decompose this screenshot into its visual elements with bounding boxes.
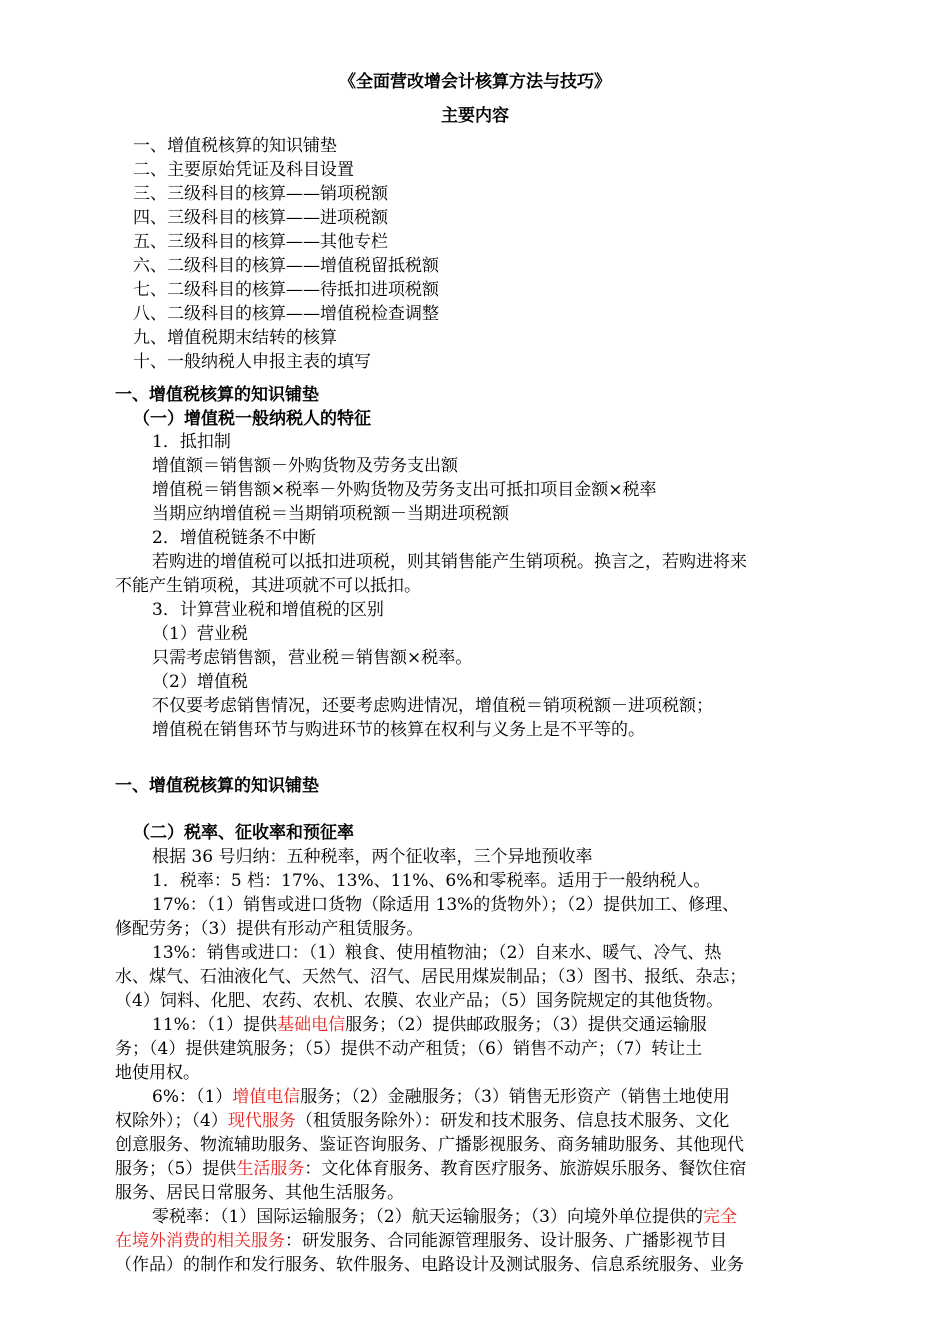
list-item: 1．抵扣制	[152, 432, 231, 452]
highlight-text: 增值电信	[232, 1087, 301, 1107]
paragraph-line: 只需考虑销售额，营业税＝销售额×税率。	[152, 648, 473, 668]
rate-zero-line	[115, 1229, 727, 1253]
rate-6-line	[152, 1085, 730, 1109]
rate-17-line: 17%：（1）销售或进口货物（除适用 13%的货物外）；（2）提供加工、修理、	[152, 895, 740, 915]
highlight-text: 完全	[702, 1207, 737, 1227]
section-heading: 一、增值税核算的知识铺垫	[115, 776, 319, 796]
text-run: 服务；（2）提供邮政服务；（3）提供交通运输服	[345, 1015, 707, 1035]
rate-6-line: 服务、居民日常服务、其他生活服务。	[115, 1183, 404, 1203]
rate-13-line: 水、煤气、石油液化气、天然气、沼气、居民用煤炭制品；（3）图书、报纸、杂志；	[115, 967, 747, 987]
highlight-text: 生活服务	[236, 1159, 305, 1179]
toc-item: 九、增值税期末结转的核算	[133, 328, 337, 348]
rate-zero-line: （作品）的制作和发行服务、软件服务、电路设计及测试服务、信息系统服务、业务	[115, 1255, 744, 1275]
list-item: 3．计算营业税和增值税的区别	[152, 600, 384, 620]
toc-item: 五、三级科目的核算——其他专栏	[133, 232, 388, 252]
rate-6-line	[115, 1157, 746, 1181]
rate-11-line: 务；（4）提供建筑服务；（5）提供不动产租赁；（6）销售不动产；（7）转让土	[115, 1039, 703, 1059]
toc-item: 四、三级科目的核算——进项税额	[133, 208, 388, 228]
rate-6-line: 创意服务、物流辅助服务、鉴证咨询服务、广播影视服务、商务辅助服务、其他现代	[115, 1135, 744, 1155]
formula-line: 当期应纳增值税＝当期销项税额－当期进项税额	[152, 504, 509, 524]
toc-item: 十、一般纳税人申报主表的填写	[133, 352, 371, 372]
text-run: 6%：（1）	[152, 1087, 233, 1107]
toc-item: 六、二级科目的核算——增值税留抵税额	[133, 256, 439, 276]
highlight-text: 基础电信	[277, 1015, 346, 1035]
formula-line: 增值税＝销售额×税率－外购货物及劳务支出可抵扣项目金额×税率	[152, 480, 657, 500]
sub-item: （1）营业税	[152, 624, 248, 644]
toc-item: 八、二级科目的核算——增值税检查调整	[133, 304, 439, 324]
paragraph-line: 根据 36 号归纳：五种税率，两个征收率，三个异地预收率	[152, 847, 593, 867]
toc-item: 三、三级科目的核算——销项税额	[133, 184, 388, 204]
formula-line: 增值额＝销售额－外购货物及劳务支出额	[152, 456, 458, 476]
rate-11-line	[152, 1013, 707, 1037]
highlight-text: 在境外消费的相关服务	[115, 1231, 285, 1251]
rate-13-line: （4）饲料、化肥、农药、农机、农膜、农业产品；（5）国务院规定的其他货物。	[115, 991, 724, 1011]
toc-item: 七、二级科目的核算——待抵扣进项税额	[133, 280, 439, 300]
paragraph-line: 不能产生销项税，其进项就不可以抵扣。	[115, 576, 421, 596]
rate-zero-line	[152, 1205, 737, 1229]
paragraph-line: 不仅要考虑销售情况，还要考虑购进情况，增值税＝销项税额－进项税额；	[152, 696, 713, 716]
paragraph-line: 增值税在销售环节与购进环节的核算在权利与义务上是不平等的。	[152, 720, 645, 740]
text-run: 权除外）；（4）	[115, 1111, 228, 1131]
text-run: ：研发服务、合同能源管理服务、设计服务、广播影视节目	[285, 1231, 727, 1251]
subsection-heading: （二）税率、征收率和预征率	[133, 823, 354, 843]
text-run: （租赁服务除外）：研发和技术服务、信息技术服务、文化	[295, 1111, 730, 1131]
toc-item: 一、增值税核算的知识铺垫	[133, 136, 337, 156]
sub-item: （2）增值税	[152, 672, 248, 692]
rate-11-line: 地使用权。	[115, 1063, 200, 1083]
subsection-heading: （一）增值税一般纳税人的特征	[133, 409, 371, 429]
document-title: 《全面营改增会计核算方法与技巧》	[339, 72, 611, 92]
rate-13-line: 13%：销售或进口：（1）粮食、使用植物油；（2）自来水、暖气、冷气、热	[152, 943, 722, 963]
list-item: 2．增值税链条不中断	[152, 528, 316, 548]
text-run: 服务；（2）金融服务；（3）销售无形资产（销售土地使用	[300, 1087, 730, 1107]
paragraph-line: 若购进的增值税可以抵扣进项税，则其销售能产生销项税。换言之，若购进将来	[152, 552, 747, 572]
toc-item: 二、主要原始凭证及科目设置	[133, 160, 354, 180]
rate-6-line	[115, 1109, 729, 1133]
text-run: 11%：（1）提供	[152, 1015, 278, 1035]
highlight-text: 现代服务	[227, 1111, 296, 1131]
document-subtitle: 主要内容	[441, 106, 509, 126]
rate-17-line: 修配劳务；（3）提供有形动产租赁服务。	[115, 919, 424, 939]
section-heading: 一、增值税核算的知识铺垫	[115, 385, 319, 405]
text-run: ：文化体育服务、教育医疗服务、旅游娱乐服务、餐饮住宿	[304, 1159, 747, 1179]
text-run: 服务；（5）提供	[115, 1159, 237, 1179]
text-run: 零税率：（1）国际运输服务；（2）航天运输服务；（3）向境外单位提供的	[152, 1207, 703, 1227]
list-item: 1．税率：5 档：17%、13%、11%、6%和零税率。适用于一般纳税人。	[152, 871, 711, 891]
